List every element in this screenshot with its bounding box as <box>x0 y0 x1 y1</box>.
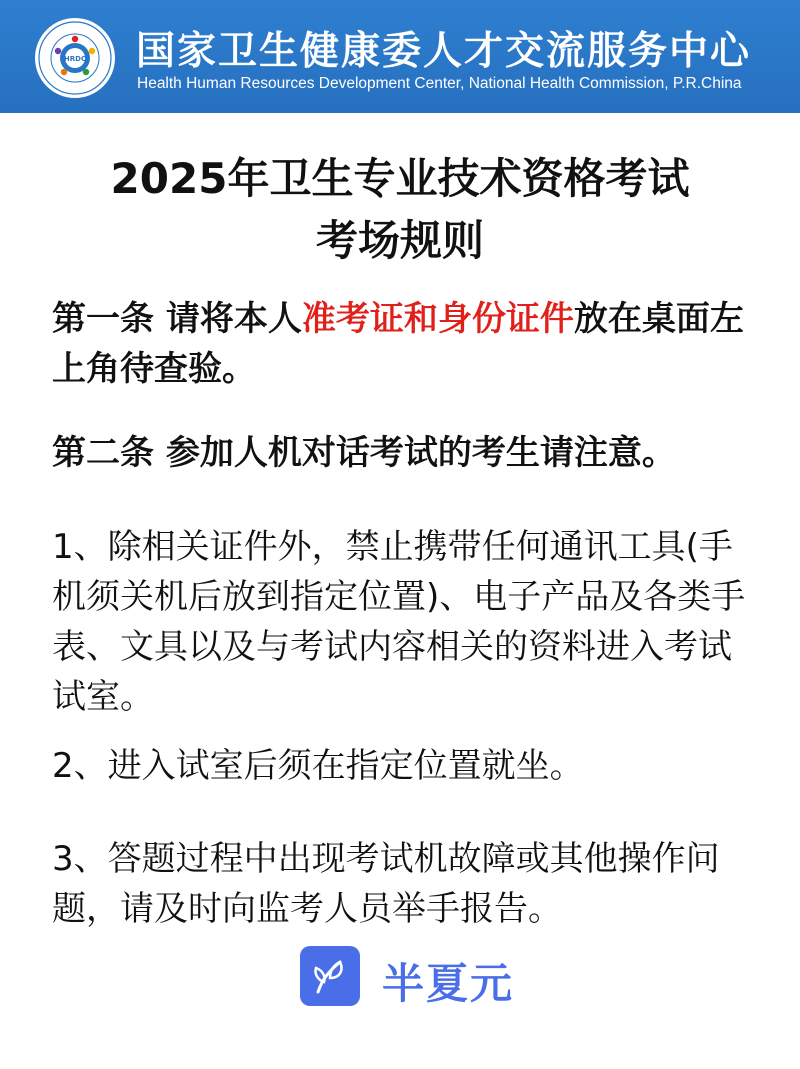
brand-logo <box>300 946 360 1006</box>
page-title-line2: 考场规则 <box>315 216 484 265</box>
org-seal-icon <box>34 17 116 99</box>
leaf-icon <box>300 946 360 1006</box>
header-banner <box>0 0 800 113</box>
rule-item-3: 3、答题过程中出现考试机故障或其他操作问题，请及时向监考人员举手报告。 <box>52 839 720 929</box>
article-1-suffix: 放在桌面左上角待查验。 <box>52 299 744 389</box>
page-title-line1: 2025年卫生专业技术资格考试 <box>110 154 690 203</box>
brand-name: 半夏元 <box>382 959 515 1008</box>
article-1-prefix: 第一条 请将本人 <box>52 299 302 339</box>
article-2: 第二条 参加人机对话考试的考生请注意。 <box>52 433 676 473</box>
svg-text:HRDC: HRDC <box>63 55 87 63</box>
article-1 <box>52 294 752 394</box>
rule-item-2: 2、进入试室后须在指定位置就坐。 <box>52 746 584 786</box>
rule-item-1: 1、除相关证件外，禁止携带任何通讯工具(手机须关机后放到指定位置)、电子产品及各类手表、文具以及与考试内容相关的资料进入考试试室。 <box>52 527 746 717</box>
org-name-cn: 国家卫生健康委人才交流服务中心 <box>136 29 752 74</box>
article-1-highlight: 准考证和身份证件 <box>301 299 574 339</box>
org-name-en: Health Human Resources Development Center, National Health Commission, P.R.China <box>137 75 742 92</box>
